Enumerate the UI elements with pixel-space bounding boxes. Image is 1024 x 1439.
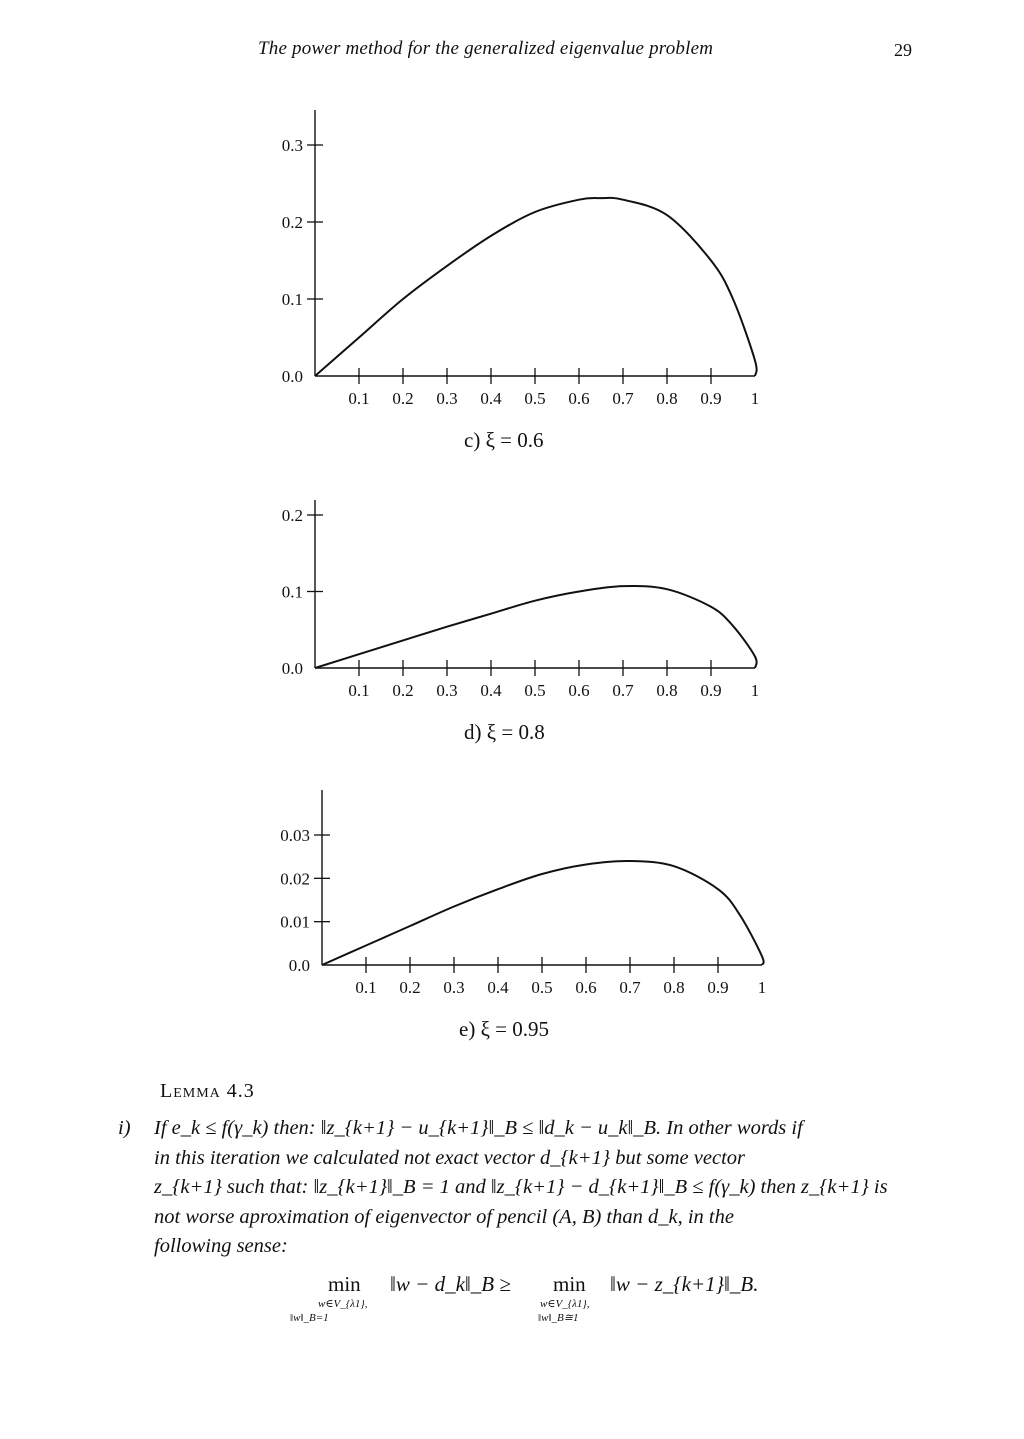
y-tick-label: 0.0 <box>281 367 303 386</box>
lemma-line: following sense: <box>154 1235 288 1257</box>
x-tick-label: 0.5 <box>524 681 546 700</box>
formula-sub-left-2: ‖w‖_B=1 <box>290 1312 329 1324</box>
x-tick-label: 0.2 <box>392 681 414 700</box>
y-tick-label: 0.01 <box>280 912 310 932</box>
x-tick-label: 1 <box>750 389 760 408</box>
x-tick-label: 0.9 <box>700 681 722 700</box>
lemma-line: If e_k ≤ f(γ_k) then: ‖z_{k+1} − u_{k+1}‖_B ≤ ‖d_k − u_k‖_B. In other words if <box>154 1117 803 1139</box>
y-tick-label: 0.03 <box>280 826 310 845</box>
y-tick-label: 0.1 <box>281 582 303 602</box>
series-line <box>315 198 757 376</box>
x-tick-label: 0.1 <box>355 978 377 997</box>
formula-min-left: min <box>328 1272 361 1296</box>
x-tick-label: 0.3 <box>436 681 458 700</box>
chart-d-caption: d) ξ = 0.8 <box>464 720 545 744</box>
x-tick-label: 0.9 <box>707 978 729 997</box>
y-tick-label: 0.0 <box>281 659 303 678</box>
x-tick-label: 0.6 <box>568 389 590 408</box>
x-tick-label: 0.7 <box>619 978 641 997</box>
formula-sub-left-1: w∈V_{λ1}, <box>318 1298 368 1310</box>
x-tick-label: 0.4 <box>487 978 509 997</box>
y-tick-label: 0.2 <box>281 213 303 232</box>
x-tick-label: 0.3 <box>443 978 465 997</box>
x-tick-label: 0.6 <box>575 978 597 997</box>
chart-c-caption: c) ξ = 0.6 <box>464 428 544 452</box>
lemma-line: not worse aproximation of eigenvector of pencil (A, B) than d_k, in the <box>154 1205 734 1228</box>
lemma-line: in this iteration we calculated not exact vector d_{k+1} but some vector <box>154 1146 745 1169</box>
x-tick-label: 0.7 <box>612 681 634 700</box>
chart-c <box>0 100 1024 430</box>
formula-right-expr: ‖w − z_{k+1}‖_B. <box>610 1272 759 1296</box>
x-tick-label: 0.4 <box>480 389 502 408</box>
formula-sub-right-1: w∈V_{λ1}, <box>540 1298 590 1310</box>
x-tick-label: 1 <box>750 681 760 700</box>
x-tick-label: 0.4 <box>480 681 502 700</box>
x-tick-label: 0.1 <box>348 681 370 700</box>
lemma-line: z_{k+1} such that: ‖z_{k+1}‖_B = 1 and ‖z_{k+1} − d_{k+1}‖_B ≤ f(γ_k) then z_{k+1} is <box>154 1176 888 1198</box>
series-line <box>315 586 757 668</box>
series-line <box>322 861 764 965</box>
chart-e <box>0 785 1024 1015</box>
formula-left-expr: ‖w − d_k‖_B ≥ <box>390 1272 511 1296</box>
lemma-item-marker: i) <box>118 1117 131 1139</box>
x-tick-label: 0.9 <box>700 389 722 408</box>
chart-e-caption: e) ξ = 0.95 <box>459 1017 550 1041</box>
x-tick-label: 0.5 <box>524 389 546 408</box>
x-tick-label: 0.6 <box>568 681 590 700</box>
y-tick-label: 0.02 <box>280 869 310 889</box>
page-number: 29 <box>894 40 912 60</box>
x-tick-label: 0.8 <box>656 389 678 408</box>
x-tick-label: 0.2 <box>399 978 421 997</box>
x-tick-label: 0.5 <box>531 978 553 997</box>
x-tick-label: 0.1 <box>348 389 370 408</box>
formula-sub-right-2: ‖w‖_B≅1 <box>538 1312 579 1324</box>
x-tick-label: 0.8 <box>656 681 678 700</box>
x-tick-label: 0.8 <box>663 978 685 997</box>
display-formula <box>280 1272 800 1342</box>
lemma-body <box>118 1114 918 1262</box>
chart-d <box>0 490 1024 720</box>
x-tick-label: 0.3 <box>436 389 458 408</box>
y-tick-label: 0.1 <box>281 290 303 309</box>
x-tick-label: 0.2 <box>392 389 414 408</box>
x-tick-label: 0.7 <box>612 389 634 408</box>
running-head: The power method for the generalized eigenvalue problem <box>258 38 714 59</box>
y-tick-label: 0.0 <box>288 956 310 975</box>
formula-min-right: min <box>553 1272 586 1296</box>
y-tick-label: 0.3 <box>281 136 303 155</box>
lemma-heading: Lemma 4.3 <box>160 1080 255 1102</box>
x-tick-label: 1 <box>757 978 767 997</box>
y-tick-label: 0.2 <box>281 506 303 525</box>
